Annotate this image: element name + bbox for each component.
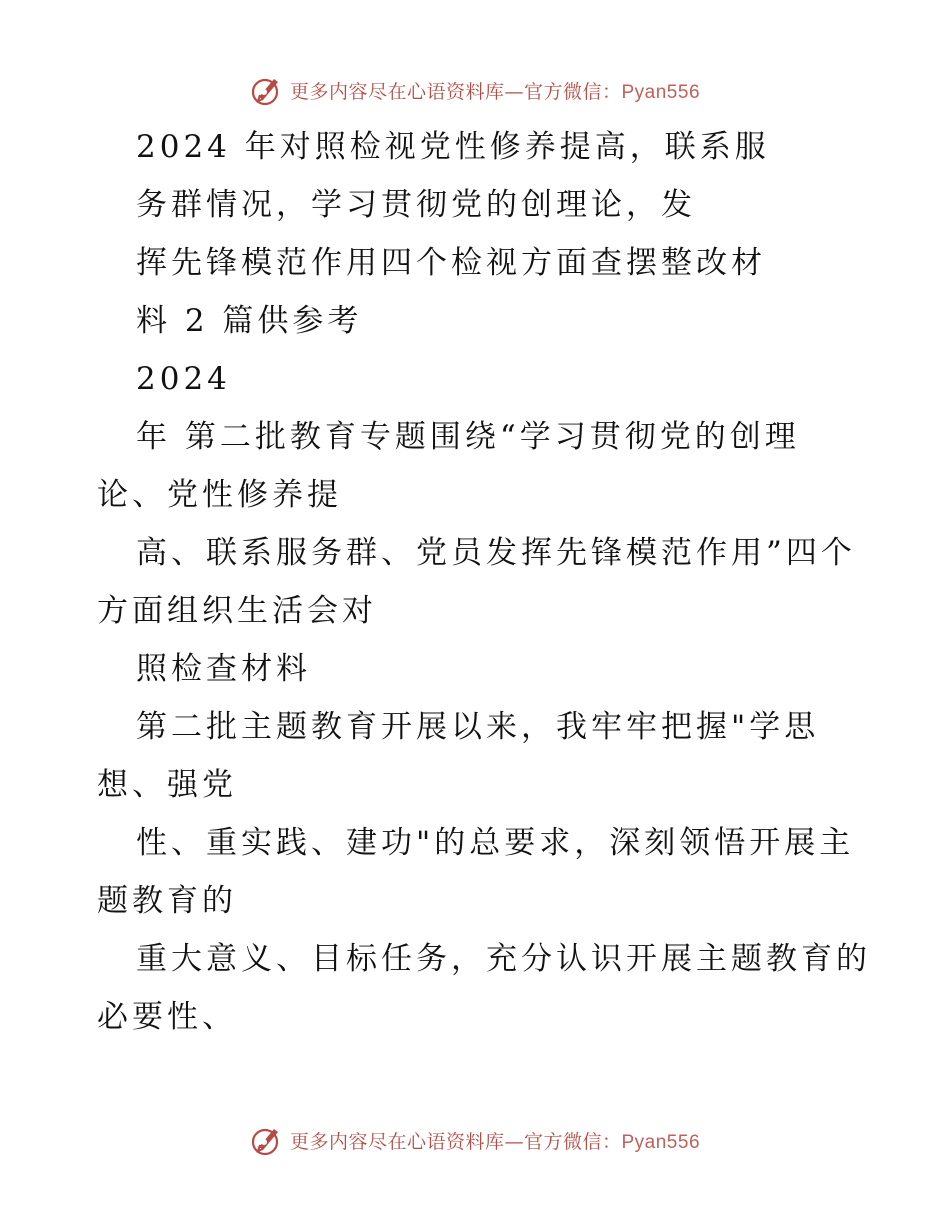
text-line: 性、重实践、建功"的总要求，深刻领悟开展主 [136, 825, 855, 861]
footer-banner [0, 1120, 950, 1160]
footer-banner-text: 更多内容尽在心语资料库—官方微信：Pyan556 [289, 1130, 701, 1153]
text-line: 料 2 篇供参考 [136, 303, 363, 339]
footer-banner-inner [250, 1123, 700, 1157]
text-line: 务群情况，学习贯彻党的创理论，发 [136, 187, 696, 223]
quill-pen-logo-icon [250, 73, 284, 107]
quill-pen-logo-icon [250, 1123, 284, 1157]
text-line: 想、强党 [97, 767, 237, 803]
text-line: 高、联系服务群、党员发挥先锋模范作用”四个 [136, 535, 856, 571]
header-banner [0, 70, 950, 110]
text-line: 2024 年对照检视党性修养提高，联系服 [136, 129, 770, 165]
text-line: 照检查材料 [136, 651, 311, 687]
text-line: 方面组织生活会对 [97, 593, 377, 629]
text-line: 挥先锋模范作用四个检视方面查摆整改材 [136, 245, 766, 281]
text-line: 必要性、 [97, 999, 237, 1035]
text-line: 第二批主题教育开展以来，我牢牢把握"学思 [136, 709, 820, 745]
text-line: 论、党性修养提 [97, 477, 342, 513]
text-line: 年 第二批教育专题围绕“学习贯彻党的创理 [136, 419, 800, 455]
text-line: 重大意义、目标任务，充分认识开展主题教育的 [136, 941, 871, 977]
header-banner-text: 更多内容尽在心语资料库—官方微信：Pyan556 [289, 80, 701, 103]
header-wechat-id: Pyan556 [621, 81, 701, 103]
text-line: 题教育的 [97, 883, 237, 919]
text-line: 2024 [136, 361, 231, 397]
header-banner-inner [250, 73, 700, 107]
footer-wechat-id: Pyan556 [621, 1131, 701, 1153]
